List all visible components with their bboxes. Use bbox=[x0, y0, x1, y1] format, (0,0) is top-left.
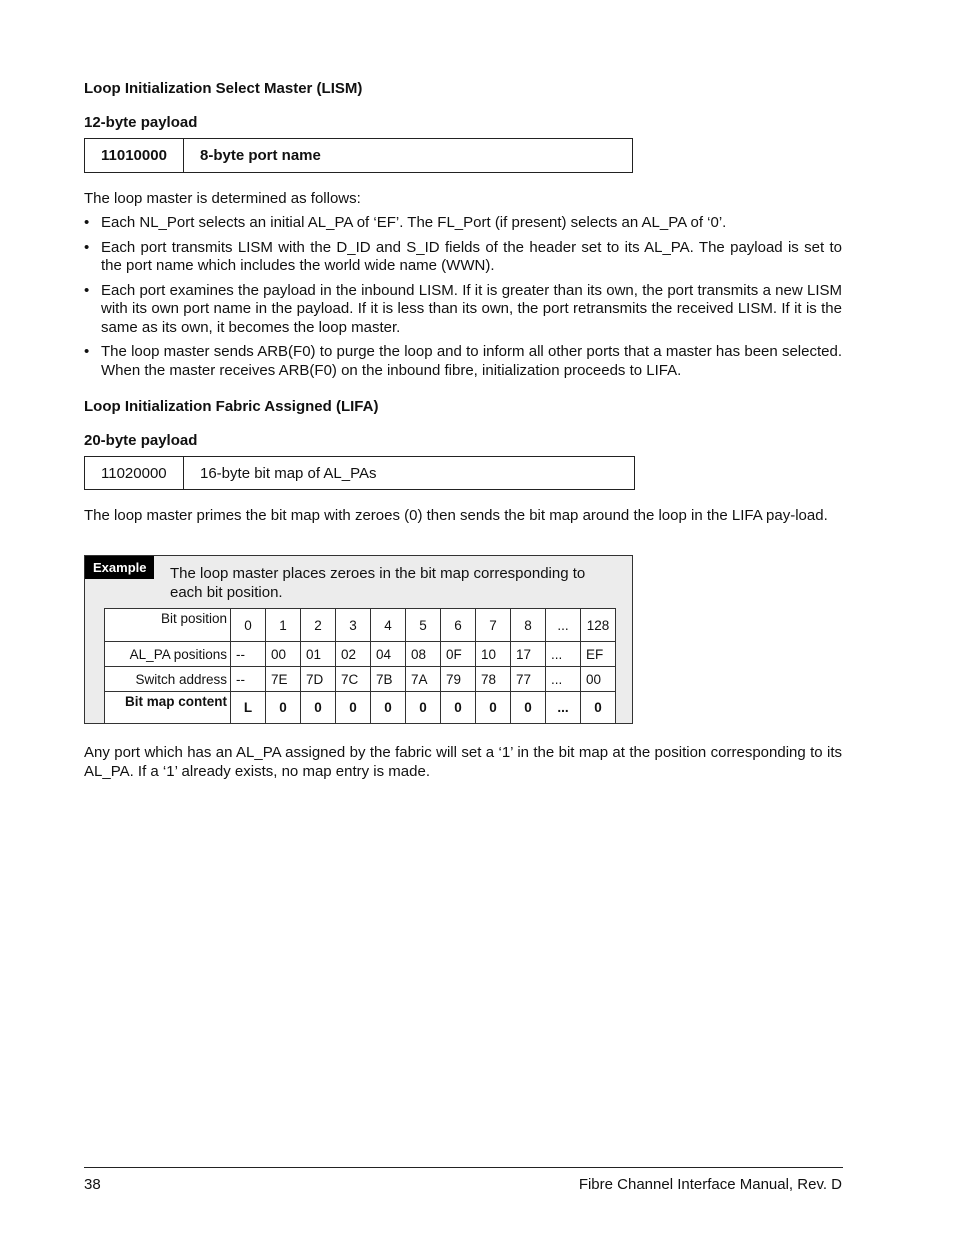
table-cell: ... bbox=[546, 642, 581, 667]
bullet-dot: • bbox=[84, 238, 90, 256]
table-cell: 7C bbox=[336, 667, 371, 692]
bullet-dot: • bbox=[84, 214, 90, 231]
list-item bbox=[84, 343, 842, 380]
table-cell: 0F bbox=[441, 642, 476, 667]
table-cell: 77 bbox=[511, 667, 546, 692]
table-cell: 17 bbox=[511, 642, 546, 667]
lism-payload-label: 12-byte payload bbox=[84, 114, 198, 131]
table-cell: 02 bbox=[336, 642, 371, 667]
lism-payload-desc: 8-byte port name bbox=[200, 147, 321, 164]
closing-paragraph: Any port which has an AL_PA assigned by the fabric will set a ‘1’ in the bit map at the position corresponding to its AL_PA. If a ‘1’ already exists, no map entry is made. bbox=[84, 744, 842, 780]
lism-payload-table bbox=[84, 138, 633, 173]
bullet-dot: • bbox=[84, 343, 90, 360]
table-cell: 0 bbox=[406, 692, 441, 724]
table-cell: 2 bbox=[301, 609, 336, 642]
table-cell: 0 bbox=[336, 692, 371, 724]
table-cell: 0 bbox=[266, 692, 301, 724]
row-label: Switch address bbox=[105, 667, 231, 692]
lifa-paragraph: The loop master primes the bit map with zeroes (0) then sends the bit map around the loop in the LIFA pay-load. bbox=[84, 507, 828, 524]
table-cell: 0 bbox=[441, 692, 476, 724]
bullet-dot: • bbox=[84, 281, 90, 299]
table-row bbox=[105, 692, 616, 724]
lism-heading: Loop Initialization Select Master (LISM) bbox=[84, 80, 363, 97]
table-cell: 8 bbox=[511, 609, 546, 642]
list-item bbox=[84, 239, 842, 276]
table-cell: 04 bbox=[371, 642, 406, 667]
row-label: Bit map content bbox=[105, 692, 231, 724]
bitmap-table bbox=[104, 608, 616, 724]
list-item-text: Each port transmits LISM with the D_ID and S_ID fields of the header set to its AL_PA. The payload is set to the port name which includes the world wide name (WWN). bbox=[101, 238, 842, 274]
lism-intro: The loop master is determined as follows: bbox=[84, 190, 361, 207]
table-cell: 08 bbox=[406, 642, 441, 667]
table-cell: 7A bbox=[406, 667, 441, 692]
table-cell: 0 bbox=[301, 692, 336, 724]
table-cell: 10 bbox=[476, 642, 511, 667]
footer-title: Fibre Channel Interface Manual, Rev. D bbox=[578, 1176, 842, 1193]
table-cell: 1 bbox=[266, 609, 301, 642]
table-row bbox=[105, 667, 616, 692]
table-cell: 00 bbox=[581, 667, 616, 692]
lifa-payload-label: 20-byte payload bbox=[84, 432, 198, 449]
table-cell: 0 bbox=[581, 692, 616, 724]
lism-bullet-list bbox=[84, 214, 842, 386]
page-number: 38 bbox=[84, 1176, 101, 1193]
table-cell: 01 bbox=[301, 642, 336, 667]
table-cell: ... bbox=[546, 609, 581, 642]
table-cell: 128 bbox=[581, 609, 616, 642]
table-cell: 78 bbox=[476, 667, 511, 692]
table-row bbox=[105, 609, 616, 642]
table-cell: 0 bbox=[231, 609, 266, 642]
lism-payload-code: 11010000 bbox=[85, 139, 184, 172]
table-cell: ... bbox=[546, 667, 581, 692]
list-item bbox=[84, 214, 842, 233]
table-cell: 4 bbox=[371, 609, 406, 642]
table-cell: 7E bbox=[266, 667, 301, 692]
list-item-text: The loop master sends ARB(F0) to purge the loop and to inform all other ports that a master has been selected. When the master receives ARB(F0) on the inbound fibre, initialization proceeds to LIFA. bbox=[101, 343, 842, 379]
table-cell: 79 bbox=[441, 667, 476, 692]
table-row bbox=[105, 642, 616, 667]
table-cell: 0 bbox=[511, 692, 546, 724]
lifa-payload-code: 11020000 bbox=[85, 457, 184, 489]
list-item-text: Each port examines the payload in the inbound LISM. If it is greater than its own, the port transmits a new LISM with its own port name in the payload. If it is less than its own, the port retransmits the received LISM. If it is the same as its own, it becomes the loop master. bbox=[101, 281, 842, 336]
table-cell: L bbox=[231, 692, 266, 724]
list-item-text: Each NL_Port selects an initial AL_PA of ‘EF’. The FL_Port (if present) selects an AL_PA of ‘0’. bbox=[101, 214, 727, 231]
row-label: AL_PA positions bbox=[105, 642, 231, 667]
table-cell: 0 bbox=[476, 692, 511, 724]
list-item bbox=[84, 282, 842, 338]
row-label: Bit position bbox=[105, 609, 231, 642]
table-cell: 00 bbox=[266, 642, 301, 667]
table-cell: 6 bbox=[441, 609, 476, 642]
example-text: The loop master places zeroes in the bit map corresponding to each bit position. bbox=[170, 565, 586, 601]
table-cell: 7B bbox=[371, 667, 406, 692]
table-cell: 7 bbox=[476, 609, 511, 642]
table-cell: -- bbox=[231, 642, 266, 667]
table-cell: 7D bbox=[301, 667, 336, 692]
table-cell: 3 bbox=[336, 609, 371, 642]
footer-divider bbox=[84, 1167, 843, 1168]
lifa-heading: Loop Initialization Fabric Assigned (LIFA) bbox=[84, 398, 379, 415]
table-cell: -- bbox=[231, 667, 266, 692]
table-cell: 0 bbox=[371, 692, 406, 724]
example-box bbox=[84, 555, 633, 724]
lifa-payload-desc: 16-byte bit map of AL_PAs bbox=[200, 464, 377, 482]
table-cell: 5 bbox=[406, 609, 441, 642]
table-cell: ... bbox=[546, 692, 581, 724]
table-cell: EF bbox=[581, 642, 616, 667]
example-tag: Example bbox=[85, 556, 154, 579]
lifa-payload-table bbox=[84, 456, 635, 490]
